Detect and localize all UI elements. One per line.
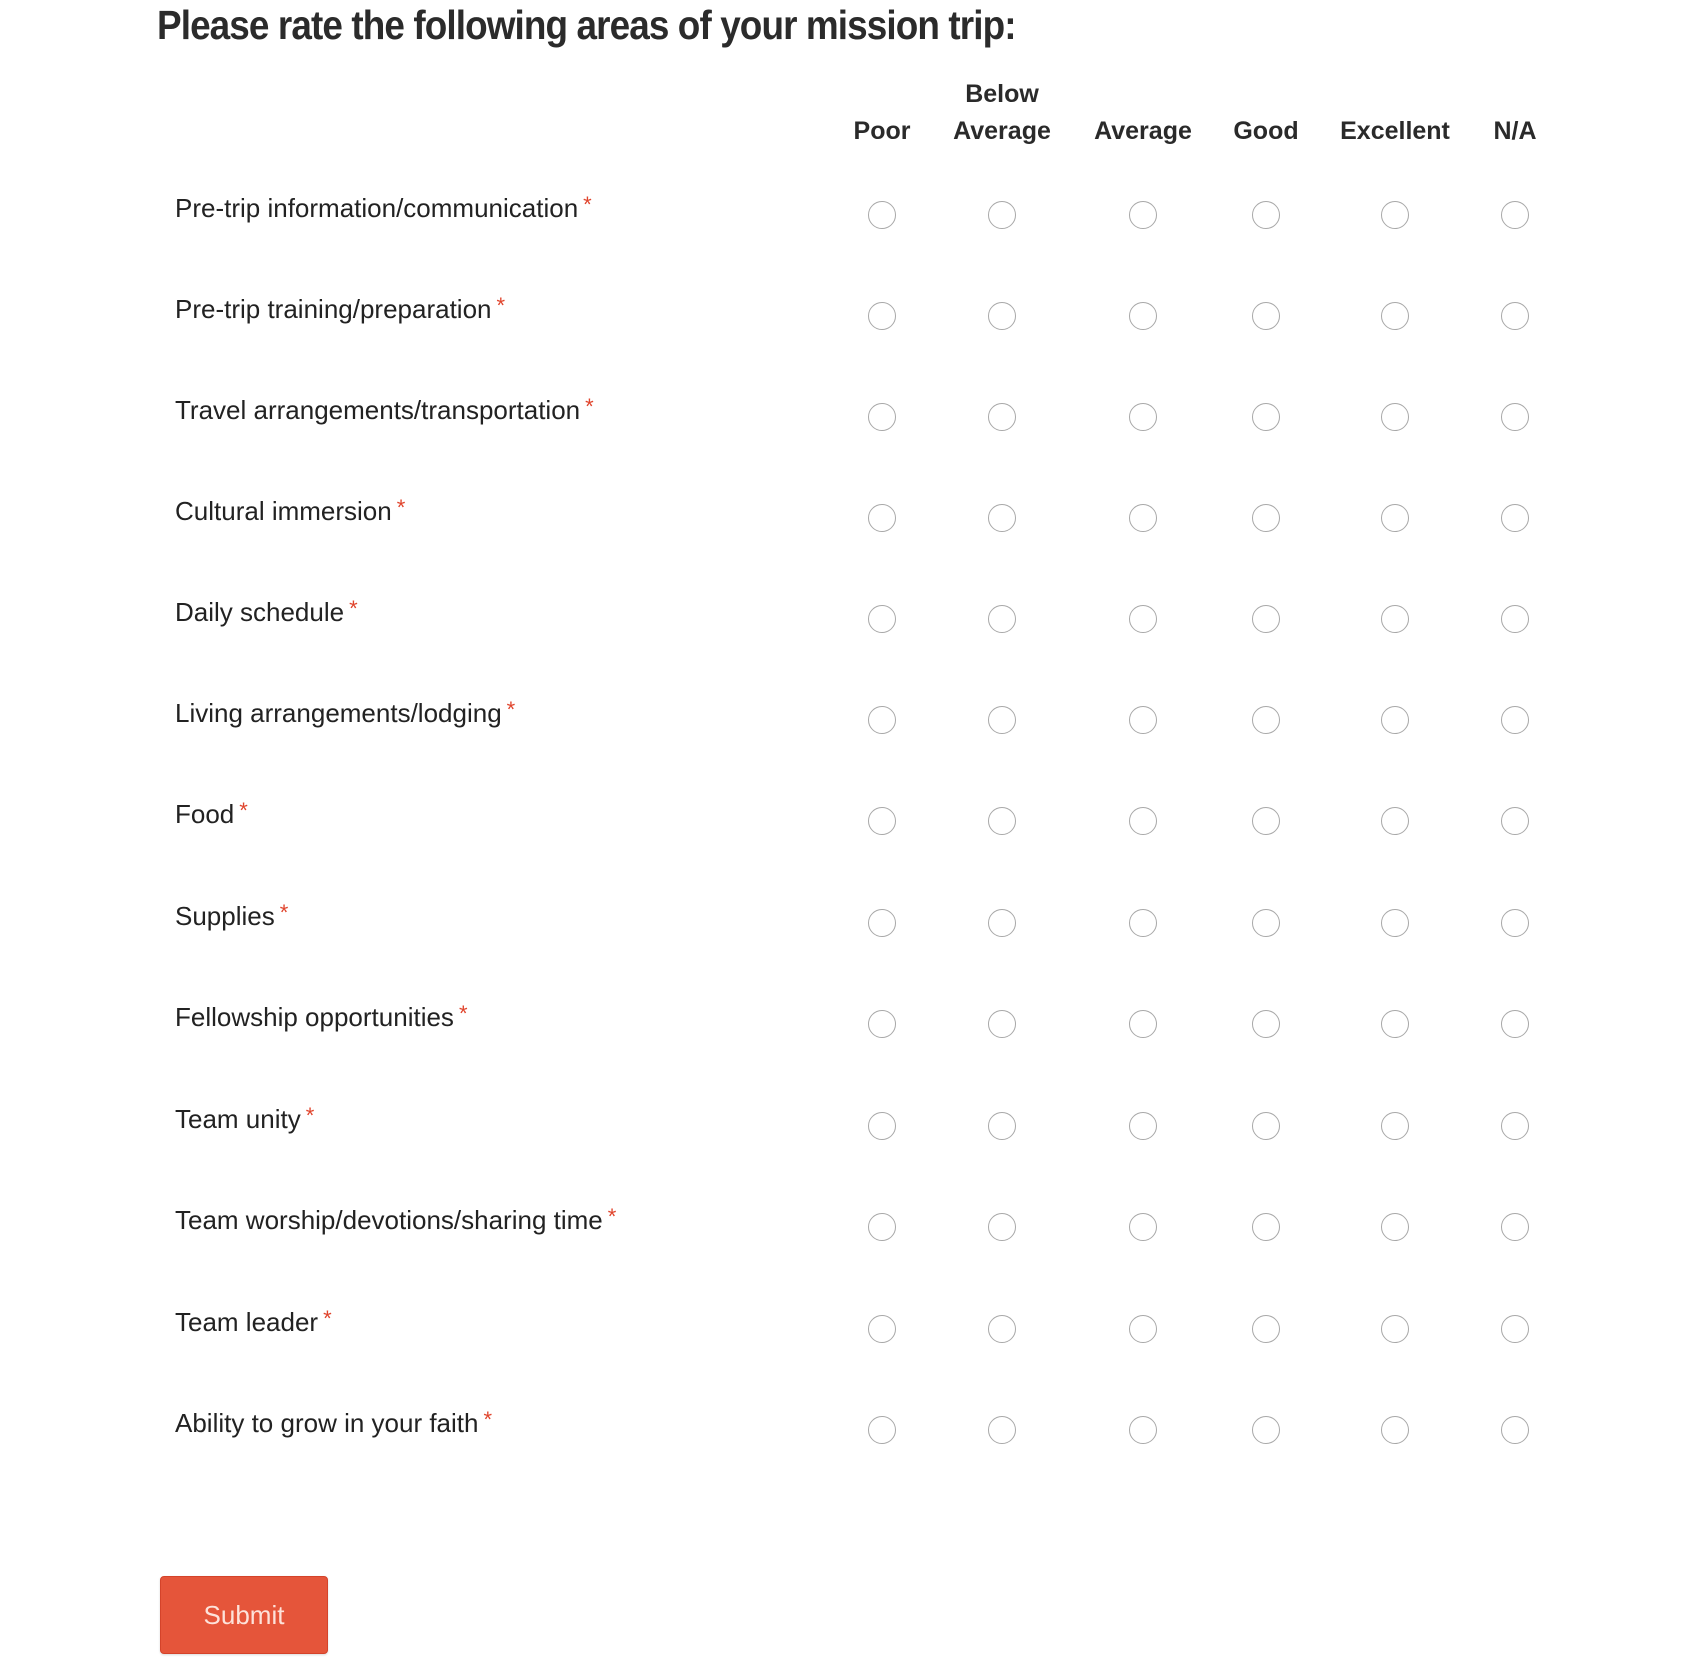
rating-radio[interactable] [1129,909,1157,937]
rating-radio[interactable] [1252,909,1280,937]
rating-radio[interactable] [1501,201,1529,229]
rating-radio[interactable] [1381,605,1409,633]
rating-radio[interactable] [1129,504,1157,532]
rating-radio[interactable] [1381,1315,1409,1343]
rating-radio[interactable] [1381,1416,1409,1444]
rating-row-label [175,595,358,629]
rating-row-label [175,696,515,730]
column-header-1 [932,76,1072,150]
rating-radio[interactable] [1501,1315,1529,1343]
rating-radio[interactable] [1129,1112,1157,1140]
required-asterisk: * [607,1204,617,1229]
rating-radio[interactable] [1381,504,1409,532]
rating-row [0,873,1700,975]
rating-radio[interactable] [1129,1315,1157,1343]
rating-row [0,569,1700,670]
rating-radio[interactable] [1501,1416,1529,1444]
rating-radio[interactable] [1501,1213,1529,1241]
column-header-line: Excellent [1340,117,1450,145]
rating-radio[interactable] [868,1416,896,1444]
rating-row-label [175,1102,314,1136]
rating-row-label [175,393,594,427]
rating-radio[interactable] [1381,909,1409,937]
column-header-line: Average [1094,117,1192,145]
rating-radio[interactable] [1252,1315,1280,1343]
rating-row [0,1177,1700,1279]
rating-radio[interactable] [1381,1213,1409,1241]
rating-radio[interactable] [1501,302,1529,330]
rating-row [0,1279,1700,1381]
rating-radio[interactable] [1501,1112,1529,1140]
rating-radio[interactable] [1129,1213,1157,1241]
rating-radio[interactable] [1381,403,1409,431]
required-asterisk: * [349,596,358,621]
rating-radio[interactable] [1381,706,1409,734]
rating-radio[interactable] [1129,302,1157,330]
page-title: Please rate the following areas of your mission trip: [157,2,1016,48]
rating-radio[interactable] [1501,909,1529,937]
rating-row-label [175,899,288,933]
rating-radio[interactable] [1129,201,1157,229]
rating-radio[interactable] [1252,1213,1280,1241]
rating-radio[interactable] [988,807,1016,835]
rating-radio[interactable] [988,1213,1016,1241]
column-header-line: Poor [853,117,911,145]
rating-row-label [175,292,505,326]
rating-row-label [175,494,405,528]
rating-radio[interactable] [868,201,896,229]
required-asterisk: * [496,293,506,318]
rating-radio[interactable] [1129,403,1157,431]
rating-radio[interactable] [1501,807,1529,835]
rating-item-text: Team leader [175,1306,319,1337]
rating-radio[interactable] [1252,807,1280,835]
rating-radio[interactable] [1252,605,1280,633]
required-asterisk: * [483,1407,493,1432]
rating-radio[interactable] [1129,605,1157,633]
rating-row-label [175,1203,616,1237]
rating-row [0,1076,1700,1178]
rating-radio[interactable] [988,302,1016,330]
rating-radio[interactable] [1381,1010,1409,1038]
column-header-line: Good [1233,117,1299,145]
required-asterisk: * [396,495,406,520]
rating-radio[interactable] [988,403,1016,431]
rating-row [0,165,1700,266]
rating-item-text: Pre-trip training/preparation [175,294,492,324]
rating-row [0,1380,1700,1482]
rating-item-text: Travel arrangements/transportation [175,395,581,425]
required-asterisk: * [506,697,516,722]
rating-radio[interactable] [988,1315,1016,1343]
rating-item-text: Food [175,799,235,829]
rating-radio[interactable] [1252,403,1280,431]
rating-item-text: Fellowship opportunities [175,1002,454,1032]
rating-column-headers [0,75,1700,150]
rating-radio[interactable] [988,1010,1016,1038]
rating-radio[interactable] [1252,504,1280,532]
rating-radio[interactable] [1252,201,1280,229]
rating-radio[interactable] [868,1010,896,1038]
rating-row [0,771,1700,873]
rating-item-text: Supplies [175,900,275,931]
rating-radio[interactable] [1252,1416,1280,1444]
rating-item-text: Team worship/devotions/sharing time [175,1205,603,1235]
rating-radio[interactable] [868,909,896,937]
rating-radio[interactable] [1252,1112,1280,1140]
rating-radio[interactable] [868,504,896,532]
rating-radio[interactable] [868,706,896,734]
rating-item-text: Cultural immersion [175,496,392,526]
rating-radio[interactable] [868,403,896,431]
rating-radio[interactable] [1501,504,1529,532]
required-asterisk: * [458,1001,468,1026]
required-asterisk: * [585,394,594,419]
rating-row [0,670,1700,771]
rating-item-text: Ability to grow in your faith [175,1408,479,1438]
rating-row-label [175,191,592,225]
required-asterisk: * [305,1102,315,1128]
rating-radio[interactable] [1501,605,1529,633]
rating-row [0,266,1700,367]
column-header-line: Below [965,80,1039,108]
rating-radio[interactable] [988,1112,1016,1140]
rating-radio[interactable] [1381,201,1409,229]
rating-radio[interactable] [868,1112,896,1140]
rating-item-text: Team unity [175,1103,301,1134]
column-header-4 [1325,113,1465,150]
submit-button[interactable]: Submit [160,1576,328,1654]
rating-radio[interactable] [1381,1112,1409,1140]
rating-radio[interactable] [1252,706,1280,734]
rating-radio[interactable] [1252,1010,1280,1038]
rating-radio[interactable] [1381,807,1409,835]
rating-item-text: Daily schedule [175,597,345,627]
rating-row [0,974,1700,1076]
rating-radio[interactable] [988,605,1016,633]
rating-radio[interactable] [868,1315,896,1343]
column-header-3 [1196,113,1336,150]
rating-row-label [175,1406,492,1440]
rating-radio[interactable] [1501,1010,1529,1038]
rating-row-label [175,797,248,831]
rating-item-text: Living arrangements/lodging [175,698,502,728]
required-asterisk: * [583,192,592,217]
rating-row-label [175,1000,468,1034]
rating-matrix [0,165,1700,1482]
rating-radio[interactable] [1501,706,1529,734]
required-asterisk: * [279,899,289,925]
rating-row-label [175,1305,332,1339]
required-asterisk: * [239,798,248,823]
rating-radio[interactable] [1129,1010,1157,1038]
rating-radio[interactable] [1129,807,1157,835]
rating-radio[interactable] [868,1213,896,1241]
rating-row [0,367,1700,468]
rating-radio[interactable] [868,605,896,633]
column-header-0 [812,113,952,150]
rating-radio[interactable] [1501,403,1529,431]
required-asterisk: * [323,1305,332,1331]
rating-radio[interactable] [988,504,1016,532]
rating-radio[interactable] [868,302,896,330]
rating-row [0,468,1700,569]
rating-item-text: Pre-trip information/communication [175,193,579,223]
rating-radio[interactable] [988,201,1016,229]
rating-radio[interactable] [1381,302,1409,330]
column-header-2 [1073,113,1213,150]
rating-radio[interactable] [868,807,896,835]
rating-radio[interactable] [1129,706,1157,734]
column-header-line: Average [953,117,1051,145]
rating-radio[interactable] [988,706,1016,734]
column-header-line: N/A [1493,117,1537,145]
rating-radio[interactable] [988,909,1016,937]
rating-radio[interactable] [1252,302,1280,330]
rating-radio[interactable] [988,1416,1016,1444]
rating-radio[interactable] [1129,1416,1157,1444]
column-header-5 [1445,113,1585,150]
